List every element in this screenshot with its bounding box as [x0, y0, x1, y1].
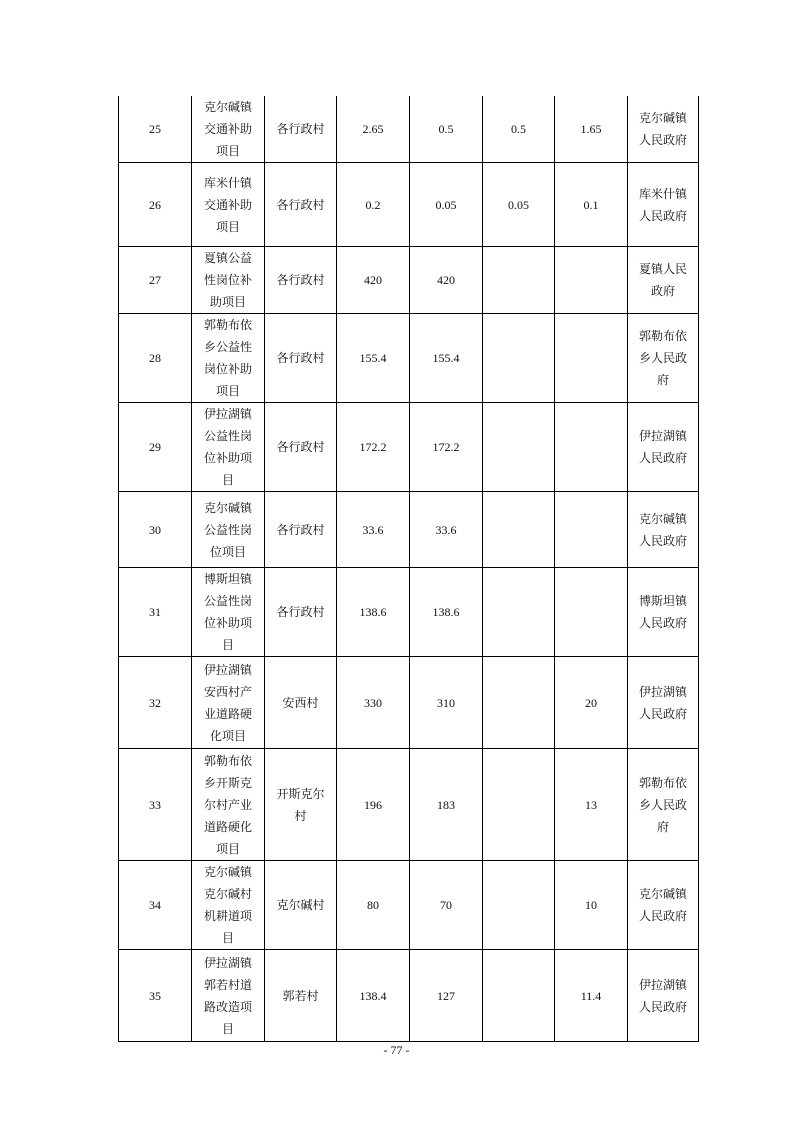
cell-responsible-unit: 博斯坦镇 人民政府: [628, 568, 699, 657]
cell-location: 各行政村: [265, 96, 337, 163]
cell-amount-3: 10: [555, 861, 628, 950]
project-table-body: [119, 96, 699, 1042]
cell-amount-2: 0.5: [483, 96, 555, 163]
cell-responsible-unit: 伊拉湖镇 人民政府: [628, 950, 699, 1042]
cell-responsible-unit: 夏镇人民 政府: [628, 247, 699, 314]
table-row: [119, 163, 699, 247]
cell-amount-2: [483, 749, 555, 861]
cell-amount-3: [555, 247, 628, 314]
cell-amount-1: 155.4: [410, 314, 483, 403]
cell-project-name: 克尔碱镇 公益性岗 位项目: [192, 492, 265, 568]
cell-location: 开斯克尔 村: [265, 749, 337, 861]
cell-no: 34: [119, 861, 192, 950]
cell-project-name: 克尔碱镇 交通补助 项目: [192, 96, 265, 163]
cell-total: 2.65: [337, 96, 410, 163]
cell-amount-2: 0.05: [483, 163, 555, 247]
cell-location: 各行政村: [265, 314, 337, 403]
cell-amount-2: [483, 568, 555, 657]
table-row: [119, 96, 699, 163]
cell-amount-2: [483, 657, 555, 749]
table-row: [119, 492, 699, 568]
cell-no: 28: [119, 314, 192, 403]
cell-amount-2: [483, 247, 555, 314]
cell-amount-1: 127: [410, 950, 483, 1042]
cell-amount-1: 0.05: [410, 163, 483, 247]
cell-no: 29: [119, 403, 192, 492]
table-row: [119, 403, 699, 492]
cell-project-name: 克尔碱镇 克尔碱村 机耕道项 目: [192, 861, 265, 950]
cell-location: 各行政村: [265, 568, 337, 657]
cell-no: 26: [119, 163, 192, 247]
cell-project-name: 郭勒布依 乡公益性 岗位补助 项目: [192, 314, 265, 403]
cell-amount-2: [483, 950, 555, 1042]
table-row: [119, 314, 699, 403]
table-row: [119, 861, 699, 950]
cell-amount-3: [555, 492, 628, 568]
cell-project-name: 郭勒布依 乡开斯克 尔村产业 道路硬化 项目: [192, 749, 265, 861]
cell-amount-3: [555, 568, 628, 657]
table-row: [119, 950, 699, 1042]
cell-responsible-unit: 伊拉湖镇 人民政府: [628, 657, 699, 749]
cell-location: 各行政村: [265, 403, 337, 492]
cell-no: 25: [119, 96, 192, 163]
cell-responsible-unit: 郭勒布依 乡人民政 府: [628, 314, 699, 403]
cell-amount-3: 13: [555, 749, 628, 861]
cell-location: 安西村: [265, 657, 337, 749]
cell-amount-1: 70: [410, 861, 483, 950]
cell-amount-2: [483, 492, 555, 568]
cell-no: 27: [119, 247, 192, 314]
cell-total: 0.2: [337, 163, 410, 247]
cell-location: 克尔碱村: [265, 861, 337, 950]
table-row: [119, 749, 699, 861]
cell-responsible-unit: 克尔碱镇 人民政府: [628, 492, 699, 568]
cell-no: 31: [119, 568, 192, 657]
cell-project-name: 库米什镇 交通补助 项目: [192, 163, 265, 247]
cell-no: 30: [119, 492, 192, 568]
cell-amount-2: [483, 314, 555, 403]
cell-responsible-unit: 伊拉湖镇 人民政府: [628, 403, 699, 492]
cell-location: 各行政村: [265, 163, 337, 247]
cell-amount-2: [483, 403, 555, 492]
cell-no: 35: [119, 950, 192, 1042]
table-row: [119, 568, 699, 657]
cell-responsible-unit: 克尔碱镇 人民政府: [628, 861, 699, 950]
cell-project-name: 博斯坦镇 公益性岗 位补助项 目: [192, 568, 265, 657]
cell-amount-2: [483, 861, 555, 950]
page-number: - 77 -: [383, 1043, 410, 1057]
cell-location: 各行政村: [265, 247, 337, 314]
cell-project-name: 伊拉湖镇 公益性岗 位补助项 目: [192, 403, 265, 492]
cell-amount-1: 33.6: [410, 492, 483, 568]
cell-responsible-unit: 克尔碱镇 人民政府: [628, 96, 699, 163]
cell-amount-3: 11.4: [555, 950, 628, 1042]
table-row: [119, 247, 699, 314]
cell-total: 80: [337, 861, 410, 950]
cell-amount-3: 1.65: [555, 96, 628, 163]
cell-project-name: 伊拉湖镇 郭若村道 路改造项 目: [192, 950, 265, 1042]
cell-project-name: 伊拉湖镇 安西村产 业道路硬 化项目: [192, 657, 265, 749]
cell-amount-3: 0.1: [555, 163, 628, 247]
cell-total: 138.6: [337, 568, 410, 657]
cell-amount-1: 183: [410, 749, 483, 861]
cell-total: 33.6: [337, 492, 410, 568]
cell-amount-3: 20: [555, 657, 628, 749]
cell-amount-1: 310: [410, 657, 483, 749]
cell-responsible-unit: 郭勒布依 乡人民政 府: [628, 749, 699, 861]
cell-no: 33: [119, 749, 192, 861]
cell-total: 172.2: [337, 403, 410, 492]
cell-amount-1: 138.6: [410, 568, 483, 657]
table-row: [119, 657, 699, 749]
cell-total: 330: [337, 657, 410, 749]
cell-no: 32: [119, 657, 192, 749]
cell-amount-1: 0.5: [410, 96, 483, 163]
cell-location: 各行政村: [265, 492, 337, 568]
cell-responsible-unit: 库米什镇 人民政府: [628, 163, 699, 247]
cell-total: 155.4: [337, 314, 410, 403]
cell-total: 420: [337, 247, 410, 314]
cell-amount-3: [555, 314, 628, 403]
cell-amount-3: [555, 403, 628, 492]
project-table: [118, 96, 699, 1042]
cell-project-name: 夏镇公益 性岗位补 助项目: [192, 247, 265, 314]
cell-total: 138.4: [337, 950, 410, 1042]
cell-amount-1: 420: [410, 247, 483, 314]
cell-total: 196: [337, 749, 410, 861]
cell-amount-1: 172.2: [410, 403, 483, 492]
cell-location: 郭若村: [265, 950, 337, 1042]
